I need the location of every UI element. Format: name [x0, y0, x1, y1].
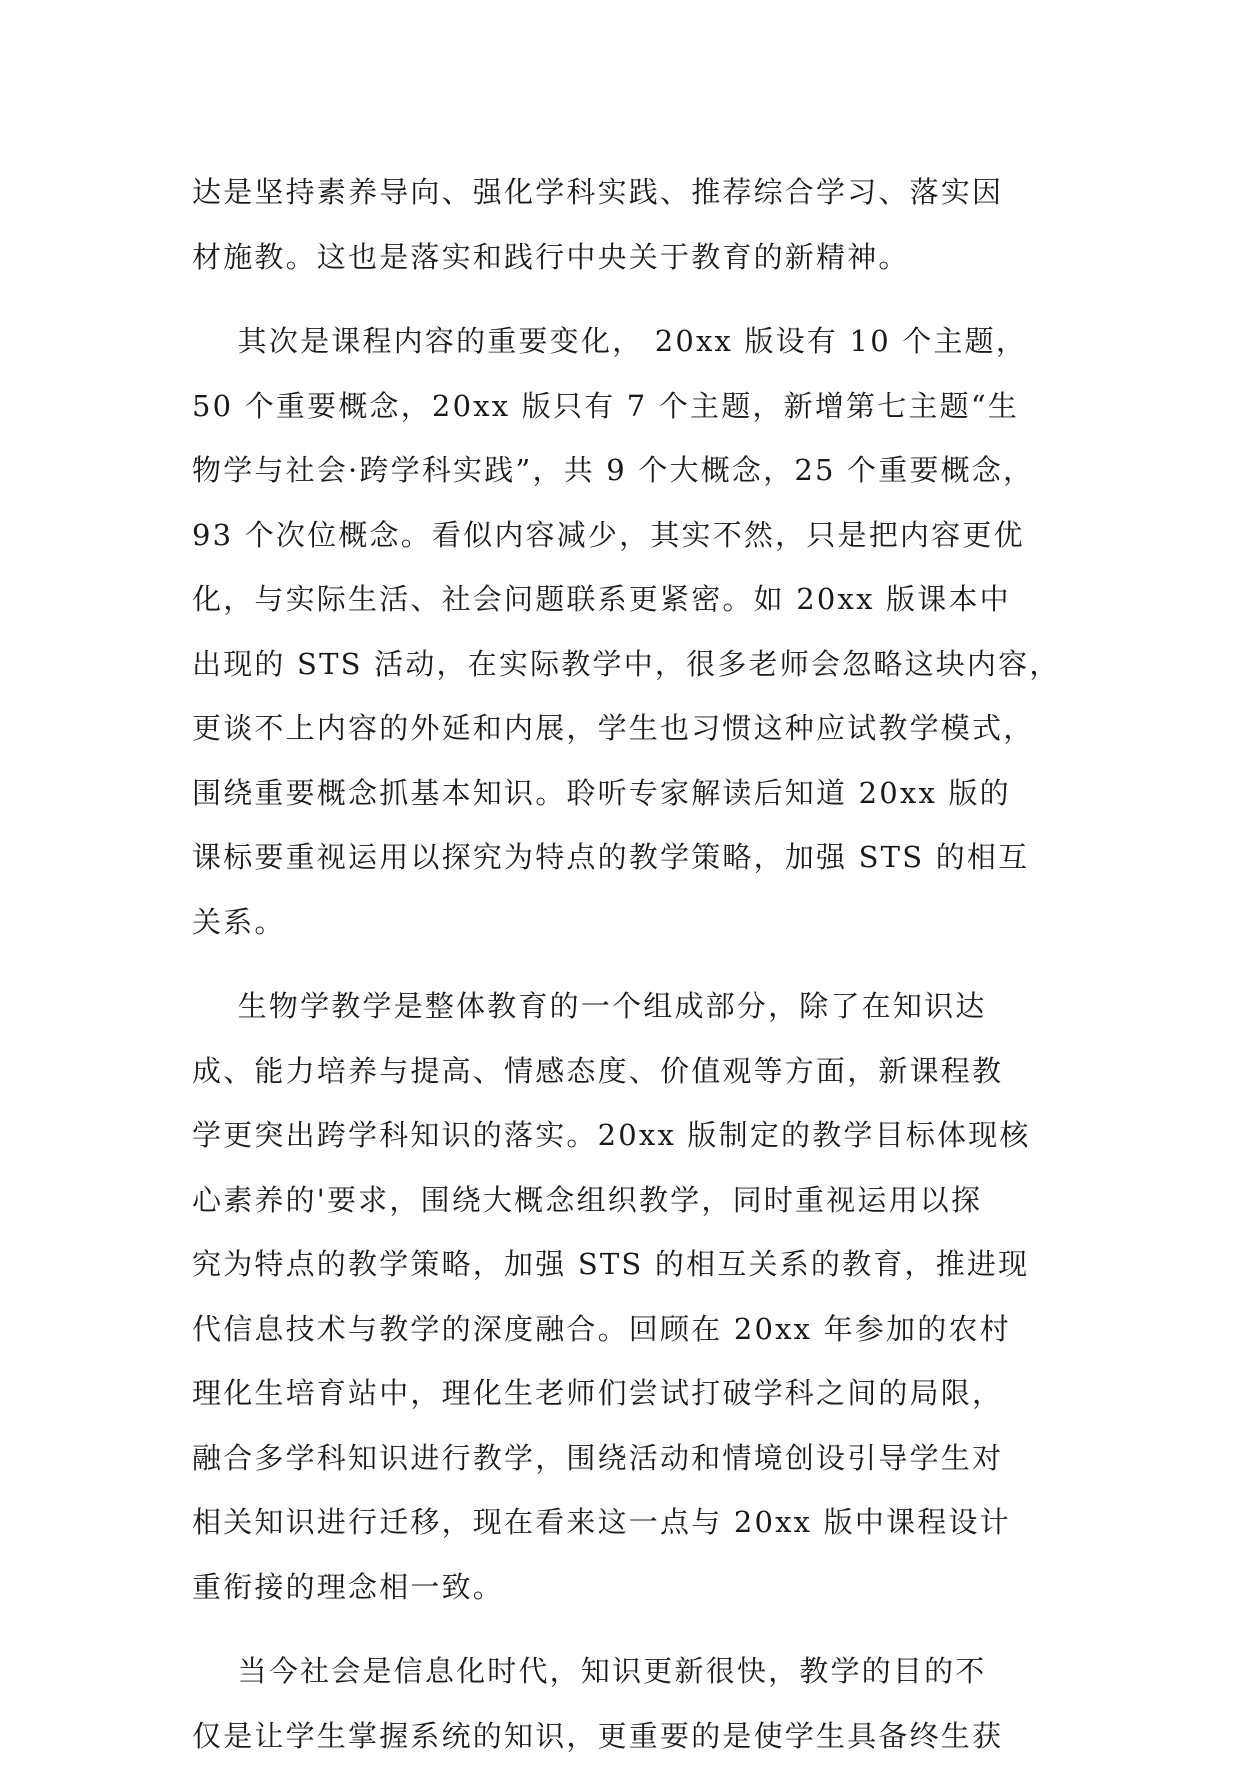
- text-line: 融合多学科知识进行教学，围绕活动和情境创设引导学生对: [192, 1426, 1052, 1491]
- text-line: 究为特点的教学策略，加强 STS 的相互关系的教育，推进现: [192, 1232, 1052, 1297]
- text-line: 仅是让学生掌握系统的知识，更重要的是使学生具备终生获: [192, 1704, 1052, 1768]
- body-text: [192, 160, 1052, 1768]
- paragraph-3: [192, 974, 1052, 1619]
- paragraph-4: [192, 1639, 1052, 1768]
- paragraph-2: [192, 309, 1052, 954]
- text-line: 相关知识进行迁移，现在看来这一点与 20xx 版中课程设计: [192, 1490, 1052, 1555]
- text-line: 成、能力培养与提高、情感态度、价值观等方面，新课程教: [192, 1039, 1052, 1104]
- text-line: 理化生培育站中，理化生老师们尝试打破学科之间的局限，: [192, 1361, 1052, 1426]
- text-line: 关系。: [192, 890, 1052, 955]
- text-line: 达是坚持素养导向、强化学科实践、推荐综合学习、落实因: [192, 160, 1052, 225]
- text-line: 物学与社会·跨学科实践”，共 9 个大概念，25 个重要概念，: [192, 438, 1052, 503]
- text-line: 当今社会是信息化时代，知识更新很快，教学的目的不: [192, 1639, 1052, 1704]
- text-line: 化，与实际生活、社会问题联系更紧密。如 20xx 版课本中: [192, 567, 1052, 632]
- text-line: 重衔接的理念相一致。: [192, 1555, 1052, 1620]
- text-line: 其次是课程内容的重要变化， 20xx 版设有 10 个主题，: [192, 309, 1052, 374]
- text-line: 围绕重要概念抓基本知识。聆听专家解读后知道 20xx 版的: [192, 761, 1052, 826]
- text-line: 学更突出跨学科知识的落实。20xx 版制定的教学目标体现核: [192, 1103, 1052, 1168]
- text-line: 93 个次位概念。看似内容减少，其实不然，只是把内容更优: [192, 503, 1052, 568]
- text-line: 更谈不上内容的外延和内展，学生也习惯这种应试教学模式，: [192, 696, 1052, 761]
- text-line: 50 个重要概念，20xx 版只有 7 个主题，新增第七主题“生: [192, 374, 1052, 439]
- text-line: 生物学教学是整体教育的一个组成部分，除了在知识达: [192, 974, 1052, 1039]
- text-line: 心素养的'要求，围绕大概念组织教学，同时重视运用以探: [192, 1168, 1052, 1233]
- paragraph-1: [192, 160, 1052, 289]
- text-line: 出现的 STS 活动，在实际教学中，很多老师会忽略这块内容，: [192, 632, 1052, 697]
- text-line: 课标要重视运用以探究为特点的教学策略，加强 STS 的相互: [192, 825, 1052, 890]
- text-line: 代信息技术与教学的深度融合。回顾在 20xx 年参加的农村: [192, 1297, 1052, 1362]
- text-line: 材施教。这也是落实和践行中央关于教育的新精神。: [192, 225, 1052, 290]
